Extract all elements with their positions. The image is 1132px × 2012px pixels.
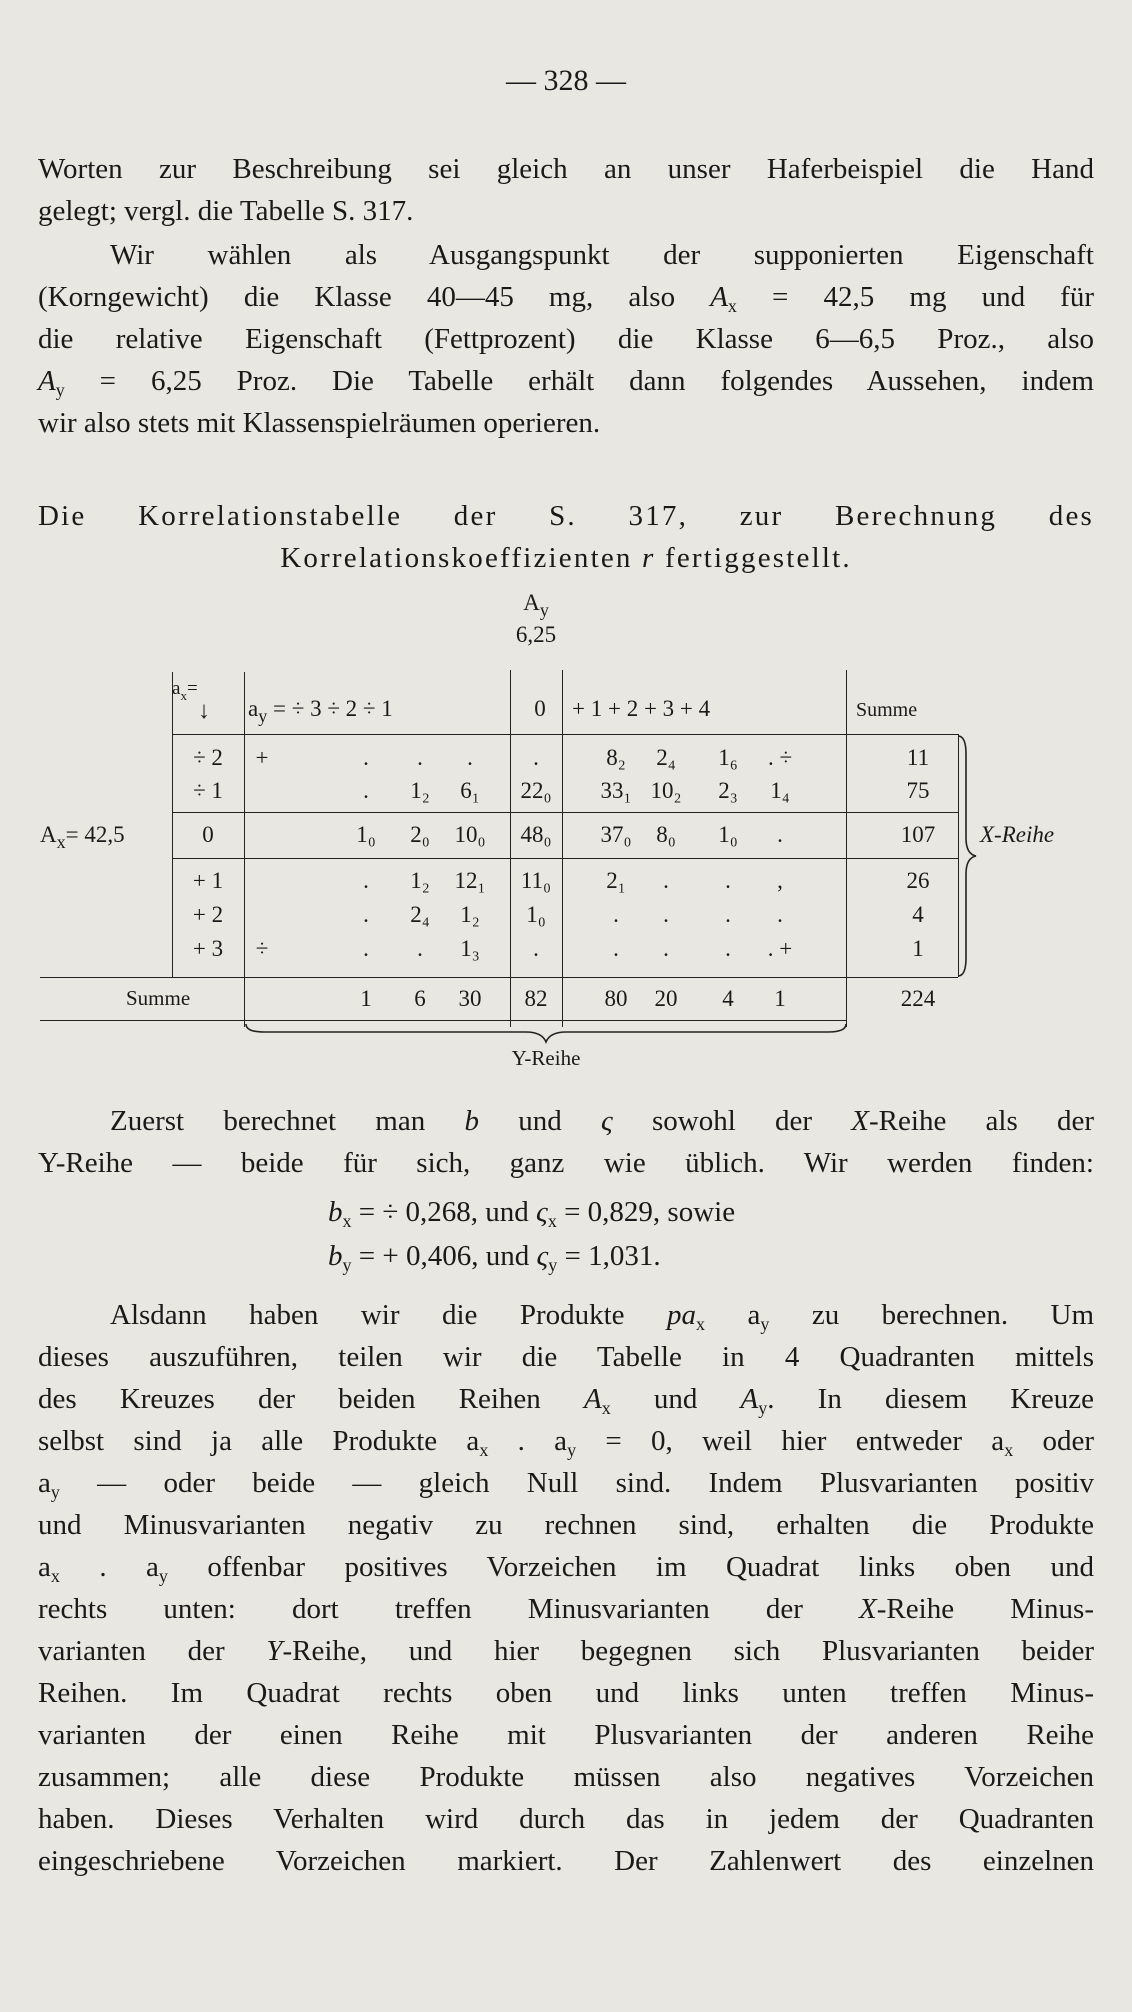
table-cell: 2₄: [410, 902, 430, 927]
ax-row-label: 0: [202, 822, 214, 847]
table-cell: 10₀: [454, 822, 486, 847]
text-line: Wir wählen als Ausgangspunkt der supponierten Eigenschaft: [110, 239, 1094, 271]
paragraph-products: [38, 1294, 1094, 1882]
zero-column-header: 0: [534, 696, 546, 721]
ax-row-label: + 3: [192, 936, 224, 961]
table-cell: 1₆: [718, 745, 738, 770]
table-cell: . ÷: [767, 745, 793, 770]
x-reihe-brace: [956, 734, 980, 978]
table-cell: .: [725, 936, 731, 961]
table-cell: 1₄: [770, 778, 790, 803]
ax-row-label: ÷ 2: [193, 745, 223, 770]
table-cell: .: [363, 936, 369, 961]
table-cell: 22₀: [520, 778, 552, 803]
column-sum: 82: [524, 986, 548, 1011]
table-cell: 37₀: [600, 822, 632, 847]
row-sum: 75: [906, 778, 930, 803]
text-line: Y-Reihe — beide für sich, ganz wie üblich. Wir werden finden:: [38, 1147, 1094, 1179]
caption-line: Die Korrelationstabelle der S. 317, zur Berechnung des: [38, 500, 1094, 532]
table-cell: 6₁: [460, 778, 480, 803]
text-line: dieses auszuführen, teilen wir die Tabelle in 4 Quadranten mittels: [38, 1341, 1094, 1373]
table-cell: .: [417, 936, 423, 961]
text-line: $A_y = 6,25$ Proz. Die Tabelle erhält dann folgendes Aussehen, indem: [38, 365, 1094, 400]
table-cell: .: [417, 745, 423, 770]
text-line: Worten zur Beschreibung sei gleich an unser Haferbeispiel die Hand: [38, 153, 1094, 185]
zero-column-line-right: [562, 670, 563, 1027]
ax-header: $a_x=$: [172, 678, 198, 703]
text-line: haben. Dieses Verhalten wird durch das in jedem der Quadranten: [38, 1803, 1094, 1835]
text-line: die relative Eigenschaft (Fettprozent) die Klasse 6—6,5 Proz., also: [38, 323, 1094, 355]
zero-row-rule-top: [172, 812, 958, 813]
table-cell: 1₀: [718, 822, 738, 847]
table-cell: 11₀: [520, 868, 552, 893]
table-cell: .: [363, 778, 369, 803]
table-cell: .: [533, 936, 539, 961]
summe-rule-bottom: [40, 1020, 846, 1021]
column-sum: 6: [414, 986, 426, 1011]
formula-bx: $b_x$ = ÷ 0,268, und $\varsigma_x = 0,829$, sowie: [328, 1196, 736, 1231]
table-cell: .: [363, 868, 369, 893]
table-cell: .: [363, 902, 369, 927]
text-line: wir also stets mit Klassenspielräumen operieren.: [38, 407, 601, 439]
row-sum: 4: [912, 902, 924, 927]
text-line: des Kreuzes der beiden Reihen $A_x$ und $A_y$. In diesem Kreuze: [38, 1383, 1095, 1418]
table-cell: .: [533, 745, 539, 770]
table-cell: 33₁: [600, 778, 632, 803]
table-cell: .: [777, 822, 783, 847]
table-cell: .: [663, 936, 669, 961]
text-line: gelegt; vergl. die Tabelle S. 317.: [38, 195, 414, 227]
ay-origin-value: 6,25: [515, 622, 557, 647]
summe-rule-top: [40, 977, 958, 978]
y-reihe-brace: [244, 1022, 848, 1046]
table-cell: 1₃: [460, 936, 480, 961]
paragraph-intro: [38, 148, 1094, 232]
text-line: Alsdann haben wir die Produkte $pa_x$ $a_y$ zu berechnen. Um: [110, 1299, 1095, 1334]
table-cell: .: [663, 902, 669, 927]
table-cell: 1₂: [410, 868, 430, 893]
text-line: $a_x$ . $a_y$ offenbar positives Vorzeichen im Quadrat links oben und: [38, 1551, 1094, 1586]
row-sum: 26: [906, 868, 930, 893]
text-line: $a_y$ — oder beide — gleich Null sind. Indem Plusvarianten positiv: [38, 1467, 1094, 1502]
table-cell: .: [725, 902, 731, 927]
formula-by: $b_y$ = + 0,406, und $\varsigma_y = 1,031$.: [328, 1240, 661, 1275]
column-sum: 80: [604, 986, 628, 1011]
text-line: und Minusvarianten negativ zu rechnen sind, erhalten die Produkte: [38, 1509, 1094, 1541]
table-cell: .: [777, 902, 783, 927]
caption-line: Korrelationskoeffizienten r fertiggestellt.: [280, 542, 852, 574]
table-cell: 8₂: [606, 745, 626, 770]
zero-column-line-left: [510, 670, 511, 1027]
table-cell: 8₀: [656, 822, 676, 847]
table-cell: 2₄: [656, 745, 676, 770]
paragraph-first-computation: [38, 1100, 1094, 1184]
table-cell: ÷: [255, 936, 269, 961]
plus-columns-header: + 1 + 2 + 3 + 4: [572, 696, 711, 721]
table-cell: 2₁: [606, 868, 626, 893]
column-sum: 30: [458, 986, 482, 1011]
text-line: varianten der Y-Reihe, und hier begegnen sich Plusvarianten beider: [38, 1635, 1095, 1667]
ax-origin-label: $A_x= 42,5$: [40, 822, 125, 852]
x-reihe-label: X-Reihe: [980, 822, 1055, 847]
table-cell: .: [363, 745, 369, 770]
summe-column-line: [846, 670, 847, 1027]
text-line: (Korngewicht) die Klasse 40—45 mg, also $A_x = 42,5$ mg und für: [38, 281, 1095, 316]
table-cell: 1₀: [356, 822, 376, 847]
table-caption: [38, 495, 1094, 579]
row-sum: 11: [906, 745, 930, 770]
table-cell: 2₃: [718, 778, 738, 803]
table-cell: .: [663, 868, 669, 893]
table-cell: .: [467, 745, 473, 770]
y-reihe-label: Y-Reihe: [511, 1046, 581, 1070]
text-line: zusammen; alle diese Produkte müssen also negatives Vorzeichen: [38, 1761, 1094, 1793]
text-line: varianten der einen Reihe mit Plusvarianten der anderen Reihe: [38, 1719, 1094, 1751]
text-line: rechts unten: dort treffen Minusvarianten der X-Reihe Minus-: [38, 1593, 1094, 1625]
table-cell: .: [725, 868, 731, 893]
summe-header: Summe: [856, 699, 918, 721]
paragraph-starting-point: [38, 234, 1094, 444]
ax-column-line: [172, 672, 173, 977]
header-rule: [172, 734, 958, 735]
grand-total: 224: [900, 986, 936, 1011]
table-cell: 1₂: [460, 902, 480, 927]
ay-origin-label: $A_y$: [523, 590, 549, 620]
column-sum: 4: [722, 986, 734, 1011]
correlation-table: [0, 590, 1132, 1070]
zero-row-rule-bottom: [172, 858, 958, 859]
row-sum: 1: [912, 936, 924, 961]
table-cell: 10₂: [650, 778, 682, 803]
text-line: eingeschriebene Vorzeichen markiert. Der Zahlenwert des einzelnen: [38, 1845, 1094, 1877]
table-cell: +: [255, 745, 269, 770]
text-line: Zuerst berechnet man b und ς sowohl der X-Reihe als der: [110, 1105, 1095, 1137]
ax-row-label: + 2: [192, 902, 224, 927]
ax-row-label: ÷ 1: [193, 778, 223, 803]
table-cell: . +: [767, 936, 793, 961]
page-number: — 328 —: [506, 64, 626, 97]
table-cell: 1₀: [526, 902, 546, 927]
text-line: selbst sind ja alle Produkte $a_x$ . $a_y = 0$, weil hier entweder $a_x$ oder: [38, 1425, 1095, 1460]
down-arrow-icon: ↓: [198, 698, 210, 724]
column-sum: 1: [360, 986, 372, 1011]
table-cell: ,: [777, 868, 783, 893]
ay-row-header: $a_y$ = ÷ 3 ÷ 2 ÷ 1: [248, 696, 393, 726]
ax-row-label: + 1: [192, 868, 224, 893]
table-cell: 1₂: [410, 778, 430, 803]
ay-column-line: [244, 672, 245, 1027]
row-sum: 107: [900, 822, 936, 847]
table-cell: .: [613, 936, 619, 961]
summe-row-label: Summe: [126, 986, 191, 1010]
table-cell: 2₀: [410, 822, 430, 847]
table-cell: 12₁: [454, 868, 486, 893]
text-line: Reihen. Im Quadrat rechts oben und links unten treffen Minus-: [38, 1677, 1094, 1709]
table-cell: .: [613, 902, 619, 927]
column-sum: 20: [654, 986, 678, 1011]
table-cell: 48₀: [520, 822, 552, 847]
column-sum: 1: [774, 986, 786, 1011]
